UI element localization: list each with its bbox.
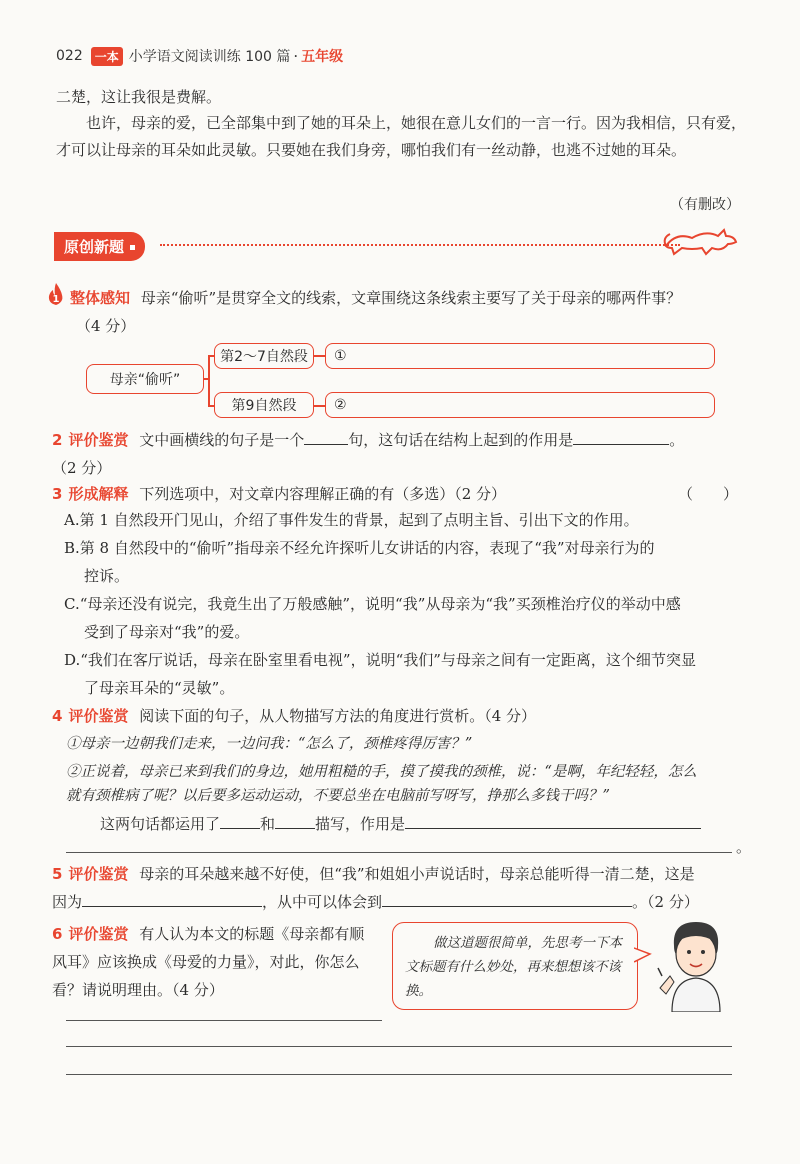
- diagram-top-answer[interactable]: [325, 343, 715, 369]
- marker-1: ①: [334, 348, 347, 364]
- q2-text-a: 文中画横线的句子是一个: [139, 431, 305, 449]
- passage-line: 二楚，这让我很是费解。: [56, 88, 222, 106]
- q2-number: 2: [52, 431, 63, 449]
- marker-2: ②: [334, 397, 347, 413]
- section-banner: [54, 232, 145, 261]
- q5-number: 5: [52, 865, 63, 883]
- q3-option-a: A.第 1 自然段开门见山，介绍了事件发生的背景，起到了点明主旨、引出下文的作用。: [64, 511, 639, 529]
- q5-blank-1[interactable]: [82, 889, 262, 907]
- q3-text: 下列选项中，对文章内容理解正确的有（多选）（2 分）: [139, 485, 507, 503]
- section-title: 原创新题: [54, 232, 145, 261]
- q6-label: 评价鉴赏: [68, 925, 129, 943]
- q4-answer-a: 这两句话都运用了: [100, 815, 221, 833]
- q5-text-b: 因为: [52, 893, 83, 911]
- q6-text-a: 有人认为本文的标题《母亲都有顺: [139, 925, 365, 943]
- q3-number: 3: [52, 485, 63, 503]
- q3-answer-box[interactable]: （ ）: [677, 485, 738, 503]
- q1-label: 整体感知: [70, 289, 131, 307]
- q3-label: 形成解释: [68, 485, 129, 503]
- hint-bubble: 做这道题很简单，先思考一下本文标题有什么妙处，再来想想该不该换。: [392, 922, 638, 1010]
- q3-option-c: C.“母亲还没有说完，我竟生出了万般感触”，说明“我”从母亲为“我”买颈椎治疗仪的举动中感 受到了母亲对“我”的爱。: [64, 595, 681, 641]
- brand-badge: 一本: [91, 47, 123, 66]
- q5-blank-2[interactable]: [382, 889, 632, 907]
- q4-answer-b: 和: [260, 815, 276, 833]
- question-4: [52, 702, 752, 730]
- bubble-tail: [634, 946, 652, 966]
- q2-blank-1[interactable]: [304, 427, 348, 445]
- question-1: [56, 284, 756, 340]
- q1-number: 1: [52, 294, 60, 305]
- diagram-bottom-label: 第9自然段: [214, 392, 314, 418]
- question-6: [52, 920, 392, 1004]
- q1-points: （4 分）: [76, 317, 136, 335]
- question-5: [52, 860, 752, 916]
- page-number: 022: [56, 48, 83, 64]
- q6-answer-rule-2[interactable]: [66, 1046, 732, 1047]
- diagram-bottom-answer[interactable]: [325, 392, 715, 418]
- q4-sentence-1: ①母亲一边朝我们走来，一边问我：“怎么了，颈椎疼得厉害？”: [66, 736, 473, 752]
- boy-illustration: [652, 916, 740, 1012]
- q6-number: 6: [52, 925, 63, 943]
- q4-text: 阅读下面的句子，从人物描写方法的角度进行赏析。（4 分）: [139, 707, 537, 725]
- q4-sentence-2b: 就有颈椎病了呢？以后要多运动运动，不要总坐在电脑前写呀写，挣那么多钱干吗？”: [66, 788, 610, 804]
- question-2: [52, 426, 752, 482]
- q4-blank-3[interactable]: [405, 811, 701, 829]
- q5-label: 评价鉴赏: [68, 865, 129, 883]
- q4-end: 。: [736, 838, 752, 856]
- q2-points: （2 分）: [52, 459, 112, 477]
- q1-text: 母亲“偷听”是贯穿全文的线索，文章围绕这条线索主要写了关于母亲的哪两件事？: [140, 289, 682, 307]
- q6-text-c: 看？请说明理由。（4 分）: [52, 981, 224, 999]
- q2-blank-2[interactable]: [573, 427, 669, 445]
- passage-paragraph: 也许，母亲的爱，已全部集中到了她的耳朵上，她很在意儿女们的一言一行。因为我相信，只有爱，才可以让母亲的耳朵如此灵敏。只要她在我们身旁，哪怕我们有一丝动静，也逃不过她的耳朵。: [56, 114, 747, 159]
- q6-text-b: 风耳》应该换成《母爱的力量》，对此，你怎么: [52, 953, 360, 971]
- grade-label: 五年级: [301, 49, 344, 65]
- q6-answer-rule-1[interactable]: [66, 1020, 382, 1021]
- cat-icon: [662, 222, 742, 258]
- question-3: [52, 480, 752, 508]
- q2-label: 评价鉴赏: [68, 431, 129, 449]
- diagram-center-box: 母亲“偷听”: [86, 364, 204, 394]
- q5-text-a: 母亲的耳朵越来越不好使，但“我”和姐姐小声说话时，母亲总能听得一清二楚，这是: [139, 865, 695, 883]
- q5-text-d: 。（2 分）: [632, 893, 699, 911]
- q3-option-d: D.“我们在客厅说话，母亲在卧室里看电视”，说明“我们”与母亲之间有一定距离，这个细节突显 了母亲耳朵的“灵敏”。: [64, 651, 696, 697]
- q4-answer-line: [100, 810, 701, 838]
- q6-answer-rule-3[interactable]: [66, 1074, 732, 1075]
- page-header: [56, 44, 343, 68]
- q2-text-c: 。: [669, 431, 685, 449]
- source-note: （有删改）: [670, 197, 740, 213]
- title-separator: ·: [293, 47, 299, 65]
- q4-answer-c: 描写，作用是: [315, 815, 406, 833]
- q4-label: 评价鉴赏: [68, 707, 129, 725]
- banner-dotted-line: [160, 244, 680, 246]
- q4-blank-1[interactable]: [220, 811, 260, 829]
- q4-sentence-2a: ②正说着，母亲已来到我们的身边，她用粗糙的手，摸了摸我的颈椎，说：“是啊，年纪轻轻，怎么: [66, 764, 697, 780]
- q4-blank-2[interactable]: [275, 811, 315, 829]
- q3-option-b: B.第 8 自然段中的“偷听”指母亲不经允许探听儿女讲话的内容，表现了“我”对母亲行为的 控诉。: [64, 539, 655, 585]
- q2-text-b: 句，这句话在结构上起到的作用是: [348, 431, 574, 449]
- diagram-top-label: 第2～7自然段: [214, 343, 314, 369]
- q4-answer-rule[interactable]: [66, 852, 732, 853]
- q4-number: 4: [52, 707, 63, 725]
- q5-text-c: ，从中可以体会到: [262, 893, 383, 911]
- series-title: 小学语文阅读训练 100 篇: [128, 49, 291, 65]
